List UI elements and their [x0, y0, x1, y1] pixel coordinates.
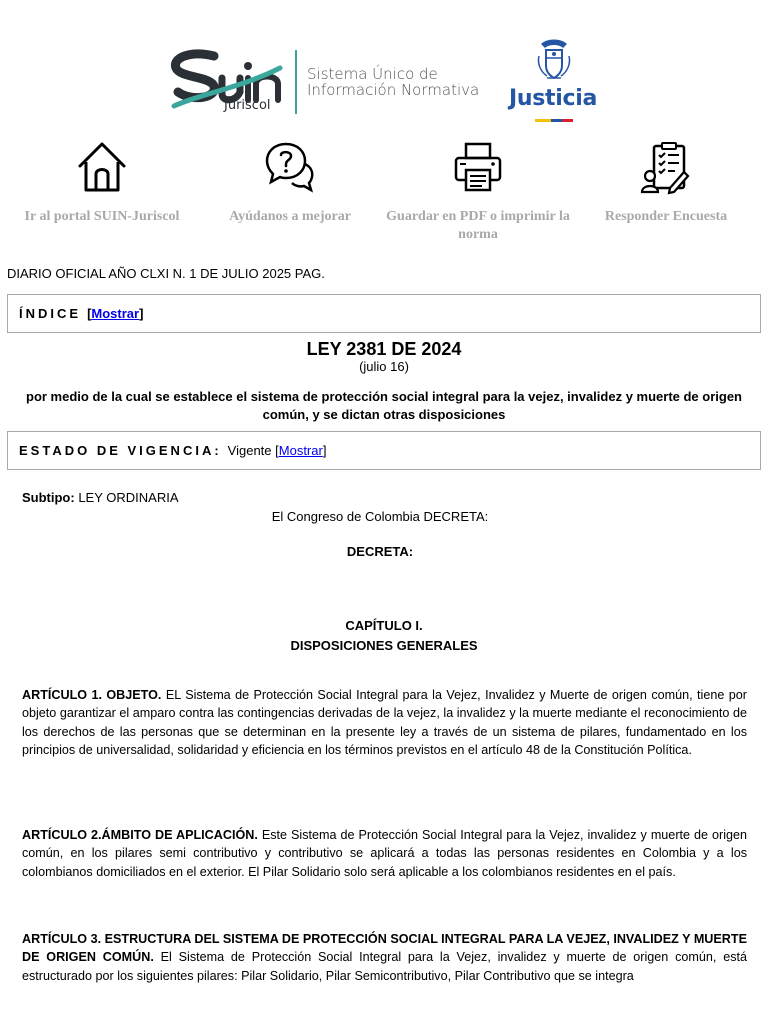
article-1: [22, 686, 747, 760]
logo-divider: [295, 50, 297, 114]
subtipo-value: LEY ORDINARIA: [74, 490, 179, 505]
justicia-logo[interactable]: [509, 38, 599, 128]
decreta-heading: DECRETA:: [346, 544, 414, 559]
printer-icon: [452, 140, 504, 196]
survey-link[interactable]: [571, 140, 761, 226]
article-2-heading: ARTÍCULO 2.ÁMBITO DE APLICACIÓN.: [22, 828, 258, 842]
article-2-text: Este Sistema de Protección Social Integral para la Vejez, invalidez y muerte de origen común, en los pilares semi contributivo y contributivo se aplicará a todas las personas residentes en Colombia y a los colombianos domiciliados en el exterior. El Pilar Solidario solo será aplicable a los colombianos residentes en el país.: [22, 828, 747, 879]
subtipo-line: [22, 490, 179, 505]
indice-label: ÍNDICE: [19, 306, 82, 321]
vigencia-bracket-close: ]: [322, 443, 327, 458]
suin-tagline-line1: Sistema Único de: [307, 65, 438, 83]
indice-box: [7, 294, 761, 333]
chapter-title: DISPOSICIONES GENERALES: [290, 638, 478, 653]
logo-header: [0, 36, 768, 128]
law-title: LEY 2381 DE 2024: [306, 339, 462, 359]
portal-link[interactable]: [7, 140, 197, 226]
vigencia-value: Vigente [: [227, 443, 279, 458]
suin-tagline-line2: Información Normativa: [307, 81, 480, 99]
print-link-label: Guardar en PDF o imprimir la norma: [386, 209, 570, 242]
law-date: (julio 16): [359, 359, 409, 374]
vigencia-box: [7, 431, 761, 470]
survey-link-label: Responder Encuesta: [604, 209, 728, 224]
vigencia-label: ESTADO DE VIGENCIA:: [19, 443, 222, 458]
indice-bracket-open: [: [87, 306, 92, 321]
chat-question-icon: [264, 140, 316, 196]
portal-link-label: Ir al portal SUIN-Juriscol: [24, 209, 180, 224]
print-link[interactable]: [383, 140, 573, 244]
home-icon: [76, 140, 128, 196]
indice-show-link[interactable]: Mostrar: [91, 306, 140, 321]
article-1-heading: ARTÍCULO 1. OBJETO.: [22, 688, 162, 702]
article-3: [22, 930, 747, 985]
article-3-text: El Sistema de Protección Social Integral para la Vejez, invalidez y muerte de origen común, está estructurado por los siguientes pilares: Pilar Solidario, Pilar Semicontributivo, Pilar Contributivo que se integra: [22, 950, 747, 983]
colombia-flag-stripe: [535, 119, 573, 122]
law-description: por medio de la cual se establece el sistema de protección social integral para la vejez, invalidez y muerte de origen común, y se dictan otras disposiciones: [26, 389, 742, 422]
survey-clipboard-icon: [640, 140, 692, 196]
subtipo-label: Subtipo:: [22, 490, 75, 505]
article-3-heading: ARTÍCULO 3. ESTRUCTURA DEL SISTEMA DE PROTECCIÓN SOCIAL INTEGRAL PARA LA VEJEZ, INVALIDEZ Y MUERTE DE ORIGEN COMÚN.: [22, 932, 747, 965]
article-1-text: EL Sistema de Protección Social Integral para la Vejez, Invalidez y Muerte de origen común, tiene por objeto garantizar el amparo contra las contingencias derivadas de la vejez, la invalidez y la muerte mediante el reconocimiento de los derechos de las personas que se determinan en la presente ley a través de un sistema de pilares, fundamentado en los principios de universalidad, solidaridad y eficiencia en los términos previstos en el artículo 48 de la Constitución Política.: [22, 688, 747, 758]
chapter-heading: [0, 616, 768, 656]
suin-juriscol-label: Juriscol: [224, 98, 271, 113]
feedback-link-label: Ayúdanos a mejorar: [229, 209, 351, 224]
suin-tagline: [307, 66, 479, 98]
indice-bracket-close: ]: [139, 306, 144, 321]
vigencia-show-link[interactable]: Mostrar: [278, 443, 323, 458]
article-2: [22, 826, 747, 881]
chapter-number: CAPÍTULO I.: [345, 618, 423, 633]
diario-oficial-line: DIARIO OFICIAL AÑO CLXI N. 1 DE JULIO 2025 PAG.: [7, 266, 325, 281]
justicia-wordmark: Justicia: [509, 86, 598, 111]
action-bar: [0, 140, 768, 240]
feedback-link[interactable]: [195, 140, 385, 226]
congreso-line: El Congreso de Colombia DECRETA:: [271, 509, 489, 524]
coat-of-arms-icon: [535, 38, 573, 82]
